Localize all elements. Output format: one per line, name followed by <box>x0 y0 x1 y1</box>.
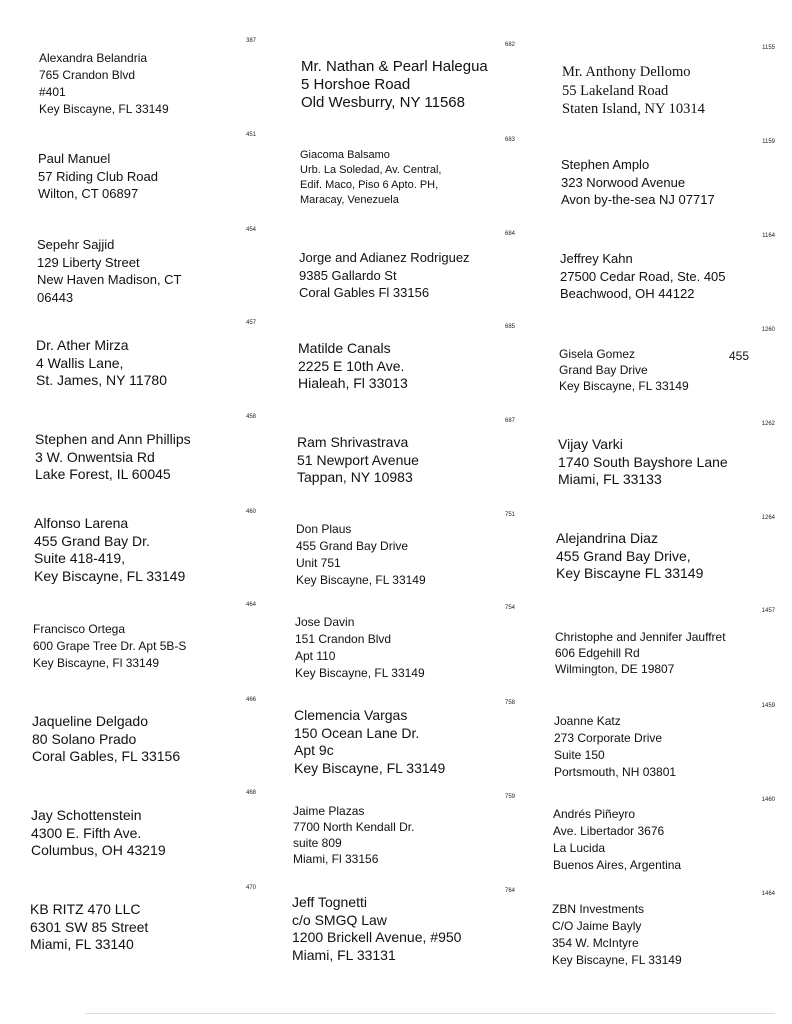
bottom-divider <box>85 1013 775 1014</box>
address-line: C/O Jaime Bayly <box>552 919 642 933</box>
address-line: Suite 150 <box>554 748 605 762</box>
address-line: 151 Crandon Blvd <box>295 632 392 646</box>
address-line: 51 Newport Avenue <box>297 451 419 468</box>
recipient-name: Ram Shrivastrava <box>297 434 409 450</box>
address-line: Portsmouth, NH 03801 <box>554 765 677 779</box>
label-number: 451 <box>245 132 256 138</box>
address-line: Unit 751 <box>296 556 341 570</box>
address-label <box>16 38 256 130</box>
address-line: Key Biscayne, FL 33149 <box>34 567 186 584</box>
address-line: 9385 Gallardo St <box>299 267 397 283</box>
address-line: 4300 E. Fifth Ave. <box>31 824 142 841</box>
address-line: Apt 110 <box>295 649 336 663</box>
recipient-name: Gisela Gomez <box>559 347 636 361</box>
address-line: Beachwood, OH 44122 <box>560 286 695 301</box>
address-label <box>16 885 256 977</box>
recipient-name: Giacoma Balsamo <box>300 149 390 161</box>
label-number: 1260 <box>761 327 775 333</box>
address-line: Miami, FL 33140 <box>30 936 134 952</box>
label-number: 751 <box>504 512 515 518</box>
address-line: Coral Gables Fl 33156 <box>299 285 430 300</box>
address-line: 455 Grand Bay Drive, <box>556 547 691 564</box>
address-line: 273 Corporate Drive <box>554 731 663 745</box>
address-line: 57 Riding Club Road <box>38 168 158 184</box>
recipient-name: Alfonso Larena <box>34 515 129 531</box>
address-line: Columbus, OH 43219 <box>31 842 166 858</box>
address-label <box>275 137 515 229</box>
address-line: La Lucida <box>553 841 606 855</box>
address-line: 455 Grand Bay Dr. <box>34 532 150 549</box>
address-line: 6301 SW 85 Street <box>30 918 149 935</box>
address-line: 150 Ocean Lane Dr. <box>294 724 420 741</box>
label-number: 466 <box>245 697 256 703</box>
address-label <box>16 790 256 882</box>
address-line: c/o SMGQ Law <box>292 911 387 928</box>
recipient-name: Matilde Canals <box>298 340 391 356</box>
label-number: 454 <box>245 227 256 233</box>
recipient-name: ZBN Investments <box>552 902 645 916</box>
address-line: 354 W. McIntyre <box>552 936 639 950</box>
address-line: Edif. Maco, Piso 6 Apto. PH, <box>300 179 439 191</box>
address-line: 7700 North Kendall Dr. <box>293 820 415 834</box>
recipient-name: Clemencia Vargas <box>294 707 408 723</box>
address-line: Miami, FL 33133 <box>558 471 662 487</box>
address-label <box>16 414 256 506</box>
label-number: 387 <box>245 38 256 44</box>
address-line: 1200 Brickell Avenue, #950 <box>292 929 462 945</box>
recipient-name: Jaqueline Delgado <box>32 713 148 729</box>
address-label <box>275 512 515 604</box>
recipient-name: Stephen and Ann Phillips <box>35 431 191 447</box>
label-number: 682 <box>504 42 515 48</box>
label-number: 685 <box>504 324 515 330</box>
label-number: 1155 <box>762 45 775 51</box>
address-line: 80 Solano Prado <box>32 730 137 747</box>
address-label <box>535 515 775 607</box>
address-line: Staten Island, NY 10314 <box>562 101 705 117</box>
address-line: 323 Norwood Avenue <box>561 174 686 190</box>
label-number: 1457 <box>761 608 775 614</box>
recipient-name: Mr. Anthony Dellomo <box>562 64 691 80</box>
recipient-name: Jose Davin <box>295 615 355 629</box>
address-line: Key Biscayne FL 33149 <box>556 565 704 581</box>
address-label <box>275 794 515 886</box>
address-line: suite 809 <box>293 836 342 850</box>
address-line: 06443 <box>37 289 74 305</box>
address-line: Grand Bay Drive <box>559 363 648 377</box>
address-line: Key Biscayne, FL 33149 <box>39 102 169 116</box>
address-label <box>275 42 515 134</box>
address-label <box>535 139 775 231</box>
recipient-name: Alexandra Belandria <box>39 51 148 65</box>
address-line: Suite 418-419, <box>34 550 126 566</box>
address-label <box>535 797 775 889</box>
label-number: 687 <box>504 418 515 424</box>
label-number: 1264 <box>761 515 775 521</box>
label-number: 754 <box>504 605 515 611</box>
address-label <box>275 418 515 510</box>
recipient-name: KB RITZ 470 LLC <box>30 901 141 917</box>
address-line: Wilmington, DE 19807 <box>555 662 675 676</box>
address-line: Old Wesburry, NY 11568 <box>301 94 465 111</box>
label-number: 764 <box>504 888 515 894</box>
address-line: 4 Wallis Lane, <box>36 354 124 371</box>
address-line: 606 Edgehill Rd <box>555 646 640 660</box>
recipient-name: Andrés Piñeyro <box>553 807 636 821</box>
address-label <box>16 602 256 694</box>
address-line: Avon by-the-sea NJ 07717 <box>561 192 715 207</box>
address-line: 129 Liberty Street <box>37 254 140 270</box>
address-line: 5 Horshoe Road <box>301 76 411 93</box>
recipient-name: Sepehr Sajjid <box>37 237 115 252</box>
address-label <box>275 605 515 697</box>
label-number: 1460 <box>761 797 775 803</box>
address-line: Miami, FL 33131 <box>292 946 396 963</box>
recipient-name: Dr. Ather Mirza <box>36 337 129 353</box>
address-label <box>275 700 515 792</box>
address-line: Lake Forest, IL 60045 <box>35 466 171 482</box>
address-line: Key Biscayne, FL 33149 <box>552 953 682 967</box>
address-line: Ave. Libertador 3676 <box>553 824 665 838</box>
address-label <box>275 888 515 980</box>
address-line: St. James, NY 11780 <box>36 372 167 388</box>
recipient-name: Alejandrina Diaz <box>556 530 658 546</box>
recipient-name: Jaime Plazas <box>293 804 365 818</box>
address-label <box>535 891 775 983</box>
address-line: 600 Grape Tree Dr. Apt 5B-S <box>33 639 187 653</box>
label-number: 683 <box>504 137 515 143</box>
address-line: 27500 Cedar Road, Ste. 405 <box>560 268 726 284</box>
address-label <box>535 421 775 513</box>
address-label <box>16 320 256 412</box>
recipient-name: Mr. Nathan & Pearl Halegua <box>301 58 488 75</box>
address-line: 3 W. Onwentsia Rd <box>35 448 155 465</box>
recipient-name: Jorge and Adianez Rodriguez <box>299 250 470 265</box>
recipient-name: Joanne Katz <box>554 714 621 728</box>
label-number: 1164 <box>762 233 775 239</box>
address-line: New Haven Madison, CT <box>37 272 182 287</box>
address-line: Key Biscayne, FL 33149 <box>295 666 425 680</box>
recipient-name: Stephen Amplo <box>561 157 650 172</box>
address-line: #401 <box>39 85 66 99</box>
recipient-name: Jay Schottenstein <box>31 807 142 823</box>
unit-number: 455 <box>729 349 750 363</box>
label-number: 1459 <box>761 703 775 709</box>
address-label <box>16 509 256 601</box>
address-label <box>535 327 775 419</box>
label-number: 1464 <box>761 891 775 897</box>
recipient-name: Jeffrey Kahn <box>560 251 633 266</box>
address-label <box>535 45 775 137</box>
address-line: 765 Crandon Blvd <box>39 68 136 82</box>
address-line: 1740 South Bayshore Lane <box>558 453 728 470</box>
address-label <box>275 324 515 416</box>
recipient-name: Francisco Ortega <box>33 622 126 636</box>
label-number: 458 <box>245 414 256 420</box>
label-number: 464 <box>245 602 256 608</box>
recipient-name: Don Plaus <box>296 522 352 536</box>
address-line: Coral Gables, FL 33156 <box>32 748 181 764</box>
label-number: 468 <box>245 790 256 796</box>
address-line: Key Biscayne, Fl 33149 <box>33 656 160 670</box>
address-line: 55 Lakeland Road <box>562 82 669 99</box>
address-line: 2225 E 10th Ave. <box>298 357 405 374</box>
address-line: Key Biscayne, FL 33149 <box>294 759 446 776</box>
address-label <box>535 703 775 795</box>
address-line: Buenos Aires, Argentina <box>553 858 682 872</box>
label-number: 759 <box>504 794 515 800</box>
address-line: Hialeah, Fl 33013 <box>298 375 408 391</box>
address-line: Urb. La Soledad, Av. Central, <box>300 164 442 176</box>
label-number: 684 <box>504 231 515 237</box>
recipient-name: Christophe and Jennifer Jauffret <box>555 630 726 644</box>
address-line: 455 Grand Bay Drive <box>296 539 409 553</box>
address-label <box>535 233 775 325</box>
recipient-name: Vijay Varki <box>558 436 623 452</box>
label-number: 1262 <box>761 421 775 427</box>
address-label <box>16 697 256 789</box>
address-label <box>16 132 256 224</box>
recipient-name: Paul Manuel <box>38 151 111 166</box>
label-number: 1159 <box>762 139 775 145</box>
label-number: 470 <box>245 885 256 891</box>
address-label <box>275 231 515 323</box>
label-number: 758 <box>504 700 515 706</box>
label-number: 457 <box>245 320 256 326</box>
address-label <box>16 227 256 319</box>
recipient-name: Jeff Tognetti <box>292 894 367 910</box>
address-line: Key Biscayne, FL 33149 <box>559 379 689 393</box>
address-line: Apt 9c <box>294 742 334 758</box>
label-number: 460 <box>245 509 256 515</box>
address-line: Maracay, Venezuela <box>300 194 399 206</box>
address-label <box>535 608 775 700</box>
address-line: Wilton, CT 06897 <box>38 186 139 201</box>
address-line: Miami, Fl 33156 <box>293 852 379 866</box>
address-line: Key Biscayne, FL 33149 <box>296 573 426 587</box>
address-line: Tappan, NY 10983 <box>297 469 413 485</box>
